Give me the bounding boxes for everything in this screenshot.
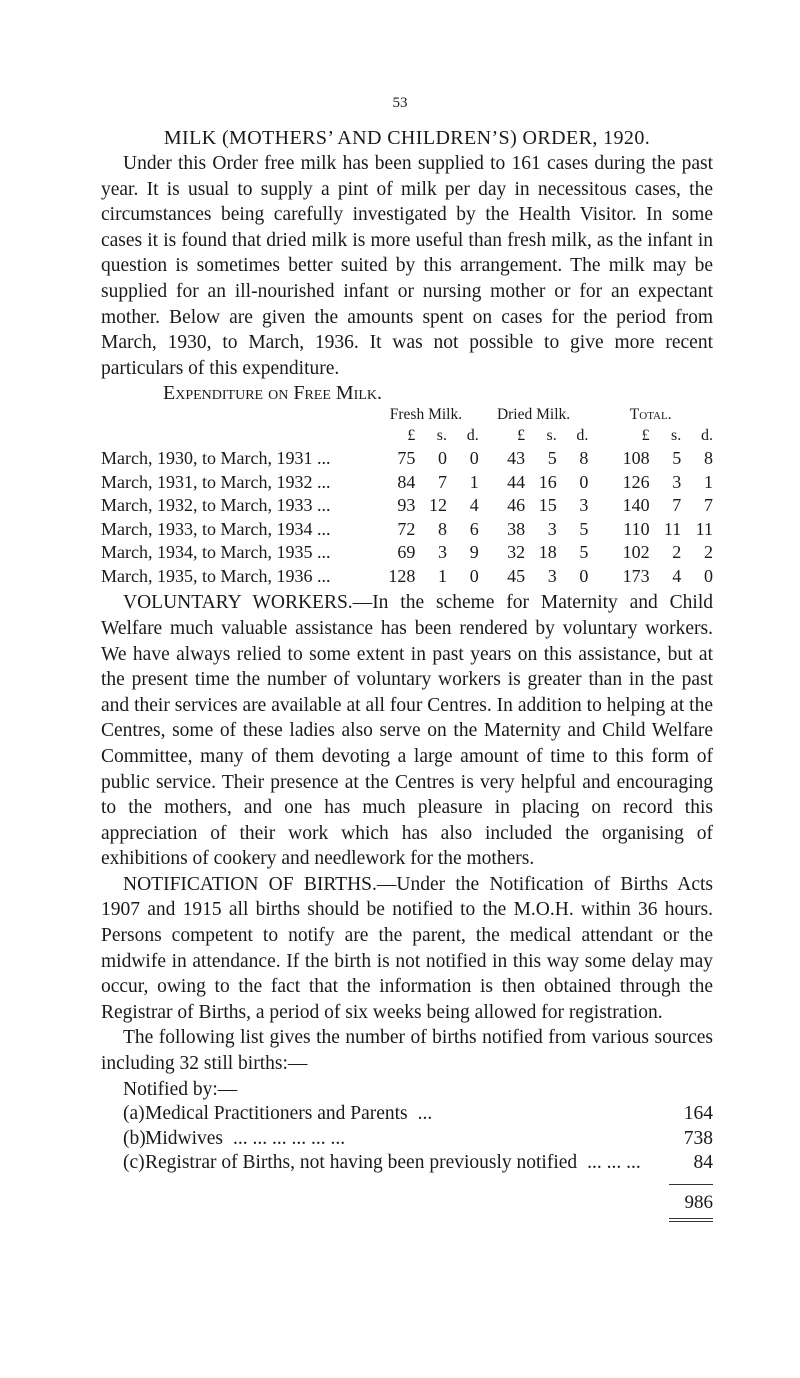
expenditure-row (101, 565, 713, 589)
total-rule-top (669, 1184, 713, 1185)
list-item-dots: ... ... ... ... ... ... (233, 1127, 346, 1149)
expenditure-header-row (101, 405, 713, 425)
list-item-text (145, 1102, 673, 1127)
births-list-item (123, 1127, 713, 1152)
fresh-pence-cell: 1 (469, 471, 479, 492)
list-item-letter: (b) (123, 1127, 146, 1149)
births-list (101, 1102, 713, 1176)
fresh-pounds-cell: 93 (397, 495, 416, 516)
unit-pence: d. (701, 427, 713, 445)
dried-shillings-cell: 16 (538, 471, 557, 492)
period-cell: March, 1930, to March, 1931 ... (101, 448, 331, 469)
total-pounds-cell: 108 (622, 448, 650, 469)
list-item-value: 84 (693, 1152, 713, 1174)
voluntary-workers-paragraph (101, 590, 713, 872)
total-rule-double-2 (669, 1221, 713, 1222)
fresh-pounds-cell: 72 (397, 518, 416, 539)
unit-pence: d. (576, 427, 589, 445)
dried-pence-cell: 0 (579, 565, 589, 586)
list-item-text (145, 1151, 673, 1176)
list-item-value: 738 (683, 1127, 713, 1149)
unit-shilling: s. (671, 427, 682, 445)
period-cell: March, 1934, to March, 1935 ... (101, 542, 331, 563)
dried-pence-cell: 8 (579, 448, 589, 469)
total-pence-cell: 7 (704, 495, 713, 516)
header-fresh-milk: Fresh Milk. (389, 406, 463, 424)
dried-shillings-cell: 5 (547, 448, 557, 469)
notification-paragraph (101, 872, 713, 1026)
dried-pence-cell: 5 (579, 542, 589, 563)
unit-pound: £ (407, 427, 416, 445)
dried-pence-cell: 0 (579, 471, 589, 492)
fresh-pounds-cell: 69 (397, 542, 416, 563)
fresh-shillings-cell: 3 (438, 542, 448, 563)
dried-pounds-cell: 46 (507, 495, 526, 516)
births-total-block (101, 1176, 713, 1228)
total-shillings-cell: 2 (672, 542, 682, 563)
period-cell: March, 1935, to March, 1936 ... (101, 565, 331, 586)
fresh-shillings-cell: 7 (438, 471, 448, 492)
fresh-pence-cell: 4 (469, 495, 479, 516)
list-item-value: 164 (683, 1103, 713, 1125)
unit-pound: £ (641, 427, 650, 445)
notification-heading: NOTIFICATION OF BIRTHS. (123, 873, 377, 895)
births-intro: The following list gives the number of births notified from various sources including 32 still births:— (101, 1027, 713, 1075)
expenditure-row (101, 447, 713, 471)
fresh-pence-cell: 9 (469, 542, 479, 563)
total-shillings-cell: 3 (672, 471, 682, 492)
dried-shillings-cell: 3 (547, 518, 557, 539)
expenditure-row (101, 494, 713, 518)
expenditure-table (101, 405, 713, 588)
fresh-pence-cell: 6 (469, 518, 479, 539)
dried-shillings-cell: 18 (538, 542, 557, 563)
total-pounds-cell: 126 (622, 471, 650, 492)
list-item-letter: (a) (123, 1103, 145, 1125)
voluntary-workers-heading: VOLUNTARY WORKERS. (123, 592, 353, 614)
fresh-shillings-cell: 12 (429, 495, 448, 516)
dried-shillings-cell: 15 (538, 495, 557, 516)
total-pounds-cell: 173 (622, 565, 650, 586)
header-total: Total. (629, 406, 672, 424)
document-body (101, 125, 713, 1228)
total-shillings-cell: 7 (672, 495, 682, 516)
expenditure-row (101, 471, 713, 495)
total-pence-cell: 2 (704, 542, 713, 563)
dried-pounds-cell: 44 (507, 471, 526, 492)
total-pence-cell: 1 (704, 471, 713, 492)
list-item-text (145, 1127, 673, 1152)
intro-paragraph: Under this Order free milk has been supplied to 161 cases during the past year. It is usual to supply a pint of milk per day in necessitous cases, the circumstances being carefully investigated by the Health Visitor. In some cases it is found that dried milk is more useful than fresh milk, as the infant in question is sometimes better suited by this arrangement. The milk may be supplied for an ill-nourished infant or nursing mother or for an expectant mother. Below are given the amounts spent on cases for the period from March, 1930, to March, 1936. It was not possible to give more recent particulars of this expenditure. (101, 153, 713, 379)
expenditure-table-title: Expenditure on Free Milk. (163, 382, 382, 405)
list-item-label: Midwives (145, 1127, 223, 1149)
fresh-shillings-cell: 0 (438, 448, 448, 469)
unit-pence: d. (466, 427, 479, 445)
dried-pounds-cell: 32 (507, 542, 526, 563)
list-item-label: Medical Practitioners and Parents (145, 1103, 408, 1125)
list-item-dots: ... (417, 1103, 433, 1125)
header-dried-milk: Dried Milk. (496, 406, 571, 424)
births-total: 986 (684, 1191, 713, 1213)
births-list-item (123, 1102, 713, 1127)
fresh-shillings-cell: 8 (438, 518, 448, 539)
dried-pounds-cell: 45 (507, 565, 526, 586)
dried-pounds-cell: 38 (507, 518, 526, 539)
list-item-letter: (c) (123, 1152, 145, 1174)
fresh-pence-cell: 0 (469, 448, 479, 469)
section-title-milk-order: MILK (MOTHERS’ AND CHILDREN’S) ORDER, 1920. (163, 127, 651, 149)
list-item-label: Registrar of Births, not having been previously notified (145, 1152, 578, 1174)
total-pence-cell: 8 (704, 448, 713, 469)
dried-pounds-cell: 43 (507, 448, 526, 469)
period-cell: March, 1933, to March, 1934 ... (101, 518, 331, 539)
unit-shilling: s. (436, 427, 448, 445)
expenditure-row (101, 541, 713, 565)
dried-pence-cell: 5 (579, 518, 589, 539)
page-number: 53 (392, 95, 408, 111)
fresh-pounds-cell: 84 (397, 471, 416, 492)
expenditure-units-row (101, 425, 713, 447)
unit-pound: £ (517, 427, 526, 445)
fresh-pence-cell: 0 (469, 565, 479, 586)
total-pounds-cell: 140 (622, 495, 650, 516)
period-cell: March, 1931, to March, 1932 ... (101, 471, 331, 492)
unit-shilling: s. (546, 427, 557, 445)
total-pence-cell: 0 (704, 565, 713, 586)
list-item-dots: ... ... ... (587, 1152, 641, 1174)
expenditure-row (101, 518, 713, 542)
total-pounds-cell: 110 (623, 518, 650, 539)
dried-pence-cell: 3 (579, 495, 589, 516)
dried-shillings-cell: 3 (547, 565, 557, 586)
notified-by-label: Notified by:— (123, 1078, 238, 1100)
expenditure-rows (101, 447, 713, 588)
fresh-pounds-cell: 128 (388, 565, 416, 586)
voluntary-workers-text: —In the scheme for Maternity and Child Welfare much valuable assistance has been rendered by voluntary workers. We have always relied to some extent in past years on this assistance, but at the present time the number of voluntary workers is greater than in the past and their services are available at all four Centres. In addition to helping at the Centres, some of these ladies also serve on the Maternity and Child Welfare Committee, many of them devoting a large amount of time to this form of public service. Their presence at the Centres is very helpful and encouraging to the mothers, and one has much pleasure in placing on record this appreciation of their work which has also included the organising of exhibitions of cookery and needlework for the mothers. (101, 592, 713, 870)
fresh-pounds-cell: 75 (397, 448, 416, 469)
births-list-item (123, 1151, 713, 1176)
total-shillings-cell: 4 (672, 565, 682, 586)
period-cell: March, 1932, to March, 1933 ... (101, 495, 331, 516)
fresh-shillings-cell: 1 (438, 565, 448, 586)
total-shillings-cell: 5 (672, 448, 682, 469)
total-shillings-cell: 11 (663, 518, 682, 539)
total-pence-cell: 11 (695, 518, 713, 539)
total-rule-double-1 (669, 1218, 713, 1219)
total-pounds-cell: 102 (622, 542, 650, 563)
notification-text: —Under the Notification of Births Acts 1907 and 1915 all births should be notified to the M.O.H. within 36 hours. Persons competent to notify are the parent, the medical attendant or the midwife in attendance. If the birth is not notified in this way some delay may occur, owing to the fact that the information is then obtained through the Registrar of Births, a period of six weeks being allowed for registration. (101, 873, 713, 1023)
